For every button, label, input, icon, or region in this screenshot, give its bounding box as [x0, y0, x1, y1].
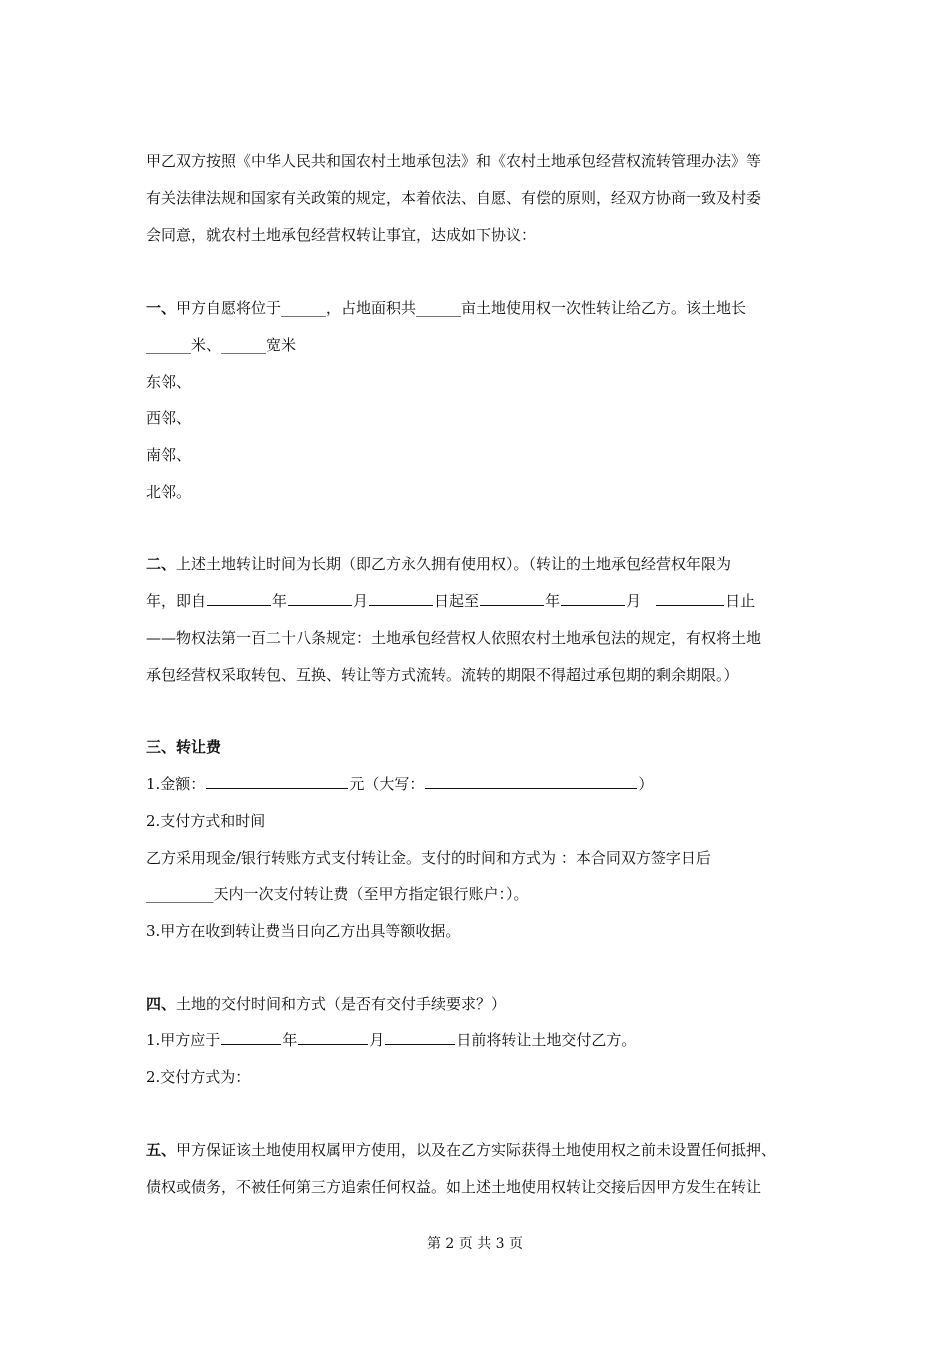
blank-line: [298, 1030, 368, 1045]
west-neighbor: 西邻、: [146, 409, 192, 427]
section5-line-2: 债权或债务，不被任何第三方追索任何权益。如上述土地使用权转让交接后因甲方发生在转让: [146, 1178, 762, 1196]
text-segment: 1.金额：: [146, 775, 206, 793]
intro-line-2: 有关法律法规和国家有关政策的规定，本着依法、自愿、有偿的原则，经双方协商一致及村委: [146, 189, 762, 207]
amount-line: [146, 774, 653, 794]
text-segment: 月: [353, 592, 369, 610]
text-segment: 年，即自: [146, 592, 207, 610]
section2-line-3: ——物权法第一百二十八条规定：土地承包经营权人依照农村土地承包法的规定，有权将土地: [146, 629, 762, 647]
section2-text: 上述土地转让时间为长期（即乙方永久拥有使用权）。（转让的土地承包经营权年限为: [176, 555, 732, 573]
section1-line-2: ______米、______宽米: [146, 336, 297, 354]
delivery-line-1: [146, 1030, 636, 1050]
text-segment: 元（大写：: [349, 775, 425, 793]
section3-heading: 三、转让费: [146, 738, 222, 756]
section4-heading-text: 土地的交付时间和方式（是否有交付手续要求？）: [176, 995, 507, 1013]
text-segment: 年: [272, 592, 288, 610]
section1-text: 甲方自愿将位于______，占地面积共______亩土地使用权一次性转让给乙方。该土地长: [176, 299, 747, 317]
page-footer: 第 2 页 共 3 页: [426, 1236, 524, 1252]
section5-line-1: [146, 1140, 776, 1160]
payment-title: 2.支付方式和时间: [146, 812, 266, 830]
south-neighbor: 南邻、: [146, 446, 192, 464]
blank-line: [480, 591, 544, 606]
text-segment: ）: [638, 775, 654, 793]
east-neighbor: 东邻、: [146, 373, 192, 391]
blank-line: [369, 591, 433, 606]
text-segment: 月: [369, 1031, 385, 1049]
text-segment: 日前将转让土地交付乙方。: [456, 1031, 637, 1049]
text-segment: 日起至: [434, 592, 480, 610]
blank-line: [288, 591, 352, 606]
section1-heading: 一、: [146, 299, 177, 317]
section2-heading: 二、: [146, 555, 177, 573]
blank-line: [425, 774, 637, 789]
section2-line-1: [146, 554, 731, 574]
blank-line: [561, 591, 625, 606]
text-segment: 月: [626, 592, 642, 610]
blank-line: [207, 591, 271, 606]
section2-line-2: [146, 591, 755, 611]
section5-heading: 五、: [146, 1141, 177, 1159]
payment-line-1: 乙方采用现金/银行转账方式支付转让金。支付的时间和方式为 ：本合同双方签字日后: [146, 849, 711, 867]
text-segment: 1.甲方应于: [146, 1031, 221, 1049]
section1-line-1: [146, 298, 746, 318]
text-segment: 日止: [725, 592, 756, 610]
section2-line-4: 承包经营权采取转包、互换、转让等方式流转。流转的期限不得超过承包期的剩余期限。）: [146, 666, 739, 684]
section5-text: 甲方保证该土地使用权属甲方使用，以及在乙方实际获得土地使用权之前未设置任何抵押、: [176, 1141, 777, 1159]
intro-line-1: 甲乙双方按照《中华人民共和国农村土地承包法》和《农村土地承包经营权流转管理办法》等: [146, 152, 762, 170]
payment-line-2: _________天内一次支付转让费（至甲方指定银行账户：）。: [146, 885, 529, 903]
intro-line-3: 会同意，就农村土地承包经营权转让事宜，达成如下协议：: [146, 226, 537, 244]
section4-heading-line: [146, 994, 506, 1014]
blank-line: [206, 774, 348, 789]
blank-line: [221, 1030, 281, 1045]
section4-heading: 四、: [146, 995, 177, 1013]
blank-line: [656, 591, 724, 606]
text-segment: 年: [545, 592, 561, 610]
delivery-line-2: 2.交付方式为：: [146, 1068, 251, 1086]
blank-line: [385, 1030, 455, 1045]
receipt-line: 3.甲方在收到转让费当日向乙方出具等额收据。: [146, 922, 461, 940]
text-segment: 年: [282, 1031, 298, 1049]
north-neighbor: 北邻。: [146, 483, 192, 501]
